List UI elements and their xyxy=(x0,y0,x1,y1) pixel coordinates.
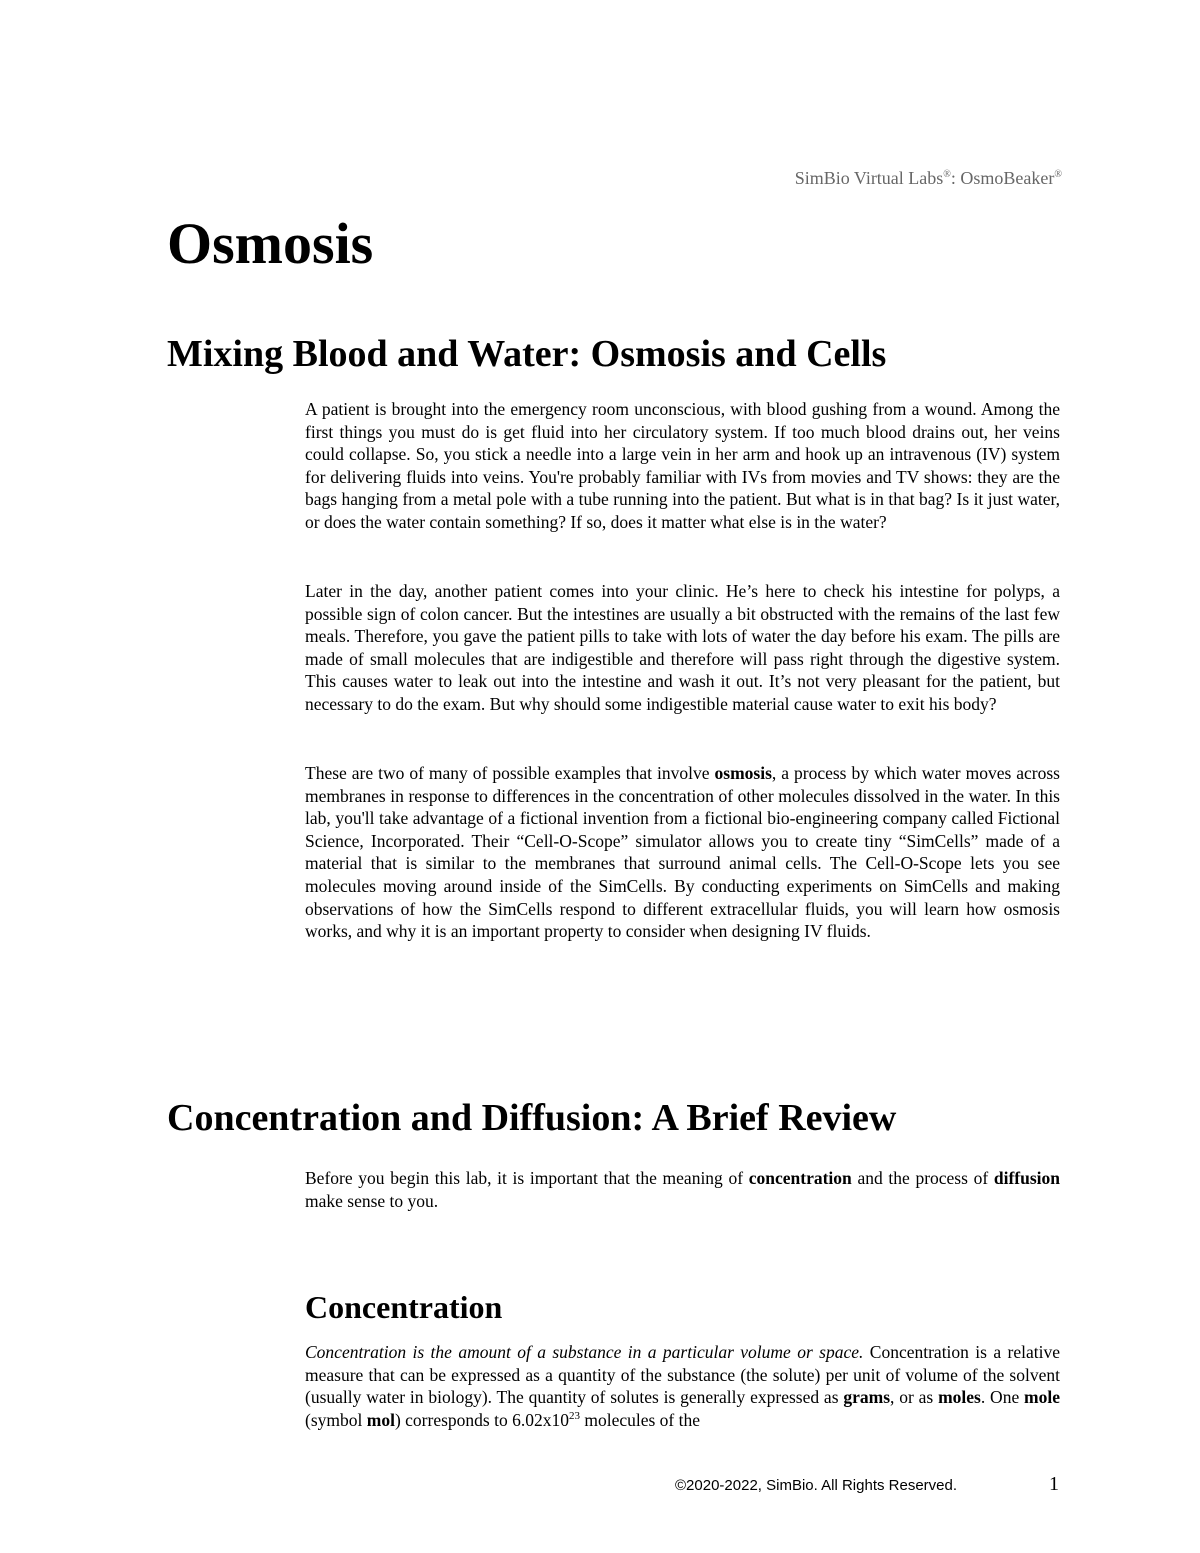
registered-mark: ® xyxy=(1054,169,1062,180)
term-mole: mole xyxy=(1024,1387,1061,1408)
definition-italic: Concentration is the amount of a substance in a particular volume or space. xyxy=(305,1342,864,1362)
term-moles: moles xyxy=(938,1387,981,1408)
section-heading-mixing-blood: Mixing Blood and Water: Osmosis and Cells xyxy=(167,333,887,375)
paragraph-osmosis-intro: These are two of many of possible examples that involve osmosis, a process by which water moves across membranes in response to differences in the concentration of other molecules dissolved in the water. In this lab, you'll take advantage of a fictional invention from a fictional bio-engineering company called Fictional Science, Incorporated. Their “Cell-O-Scope” simulator allows you to create tiny “SimCells” made of a material that is similar to the membranes that surround animal cells. The Cell-O-Scope lets you see molecules moving around inside of the SimCells. By conducting experiments on SimCells and making observations of how the SimCells respond to different extracellular fluids, you will learn how osmosis works, and why it is an important property to consider when designing IV fluids. xyxy=(305,763,1060,942)
document-title: Osmosis xyxy=(167,211,374,276)
paragraph-emergency-patient: A patient is brought into the emergency room unconscious, with blood gushing from a wound. Among the first things you must do is get fluid into her circulatory system. If too much blood drains out, her veins could collapse. So, you stick a needle into a large vein in her arm and hook up an intravenous (IV) system for delivering fluids into veins. You're probably familiar with IVs from movies and TV shows: they are the bags hanging from a metal pole with a tube running into the patient. But what is in that bag? Is it just water, or does the water contain something? If so, does it matter what else is in the water? xyxy=(305,399,1060,532)
section-heading-concentration-diffusion: Concentration and Diffusion: A Brief Review xyxy=(167,1097,897,1139)
header-lab-name: SimBio Virtual Labs xyxy=(794,168,944,188)
paragraph-concentration-definition: Concentration is the amount of a substance in a particular volume or space. Concentration is a relative measure that can be expressed as a quantity of the substance (the solute) per unit of volume of the solvent (usually water in biology). The quantity of solutes is generally expressed as grams, or as moles. One mole (symbol mol) corresponds to $6.02x10^{23}$ molecules of the xyxy=(305,1342,1061,1430)
paragraph-clinic-patient: Later in the day, another patient comes into your clinic. He’s here to check his intestine for polyps, a possible sign of colon cancer. But the intestines are usually a bit obstructed with the remains of the last few meals. Therefore, you gave the patient pills to take with lots of water the day before his exam. The pills are made of small molecules that are indigestible and therefore will pass right through the digestive system. This causes water to leak out into the intestine and wash it out. It’s not very pleasant for the patient, but necessary to do the exam. But why should some indigestible material cause water to exit his body? xyxy=(305,581,1060,714)
running-header xyxy=(795,168,1062,189)
exponent: 23 xyxy=(568,1409,580,1422)
term-grams: grams xyxy=(843,1387,891,1408)
term-concentration: concentration xyxy=(748,1168,852,1188)
paragraph-review-intro: Before you begin this lab, it is important that the meaning of concentration and the process of diffusion make sense to you. xyxy=(305,1168,1060,1211)
term-diffusion: diffusion xyxy=(993,1168,1060,1188)
registered-mark: ® xyxy=(943,169,951,180)
term-osmosis: osmosis xyxy=(714,763,772,783)
footer-copyright: ©2020-2022, SimBio. All Rights Reserved. xyxy=(675,1477,958,1494)
page-number: 1 xyxy=(1049,1473,1059,1495)
subsection-heading-concentration: Concentration xyxy=(305,1289,503,1325)
term-mol: mol xyxy=(366,1409,395,1430)
header-product-name: : OsmoBeaker xyxy=(950,168,1055,188)
